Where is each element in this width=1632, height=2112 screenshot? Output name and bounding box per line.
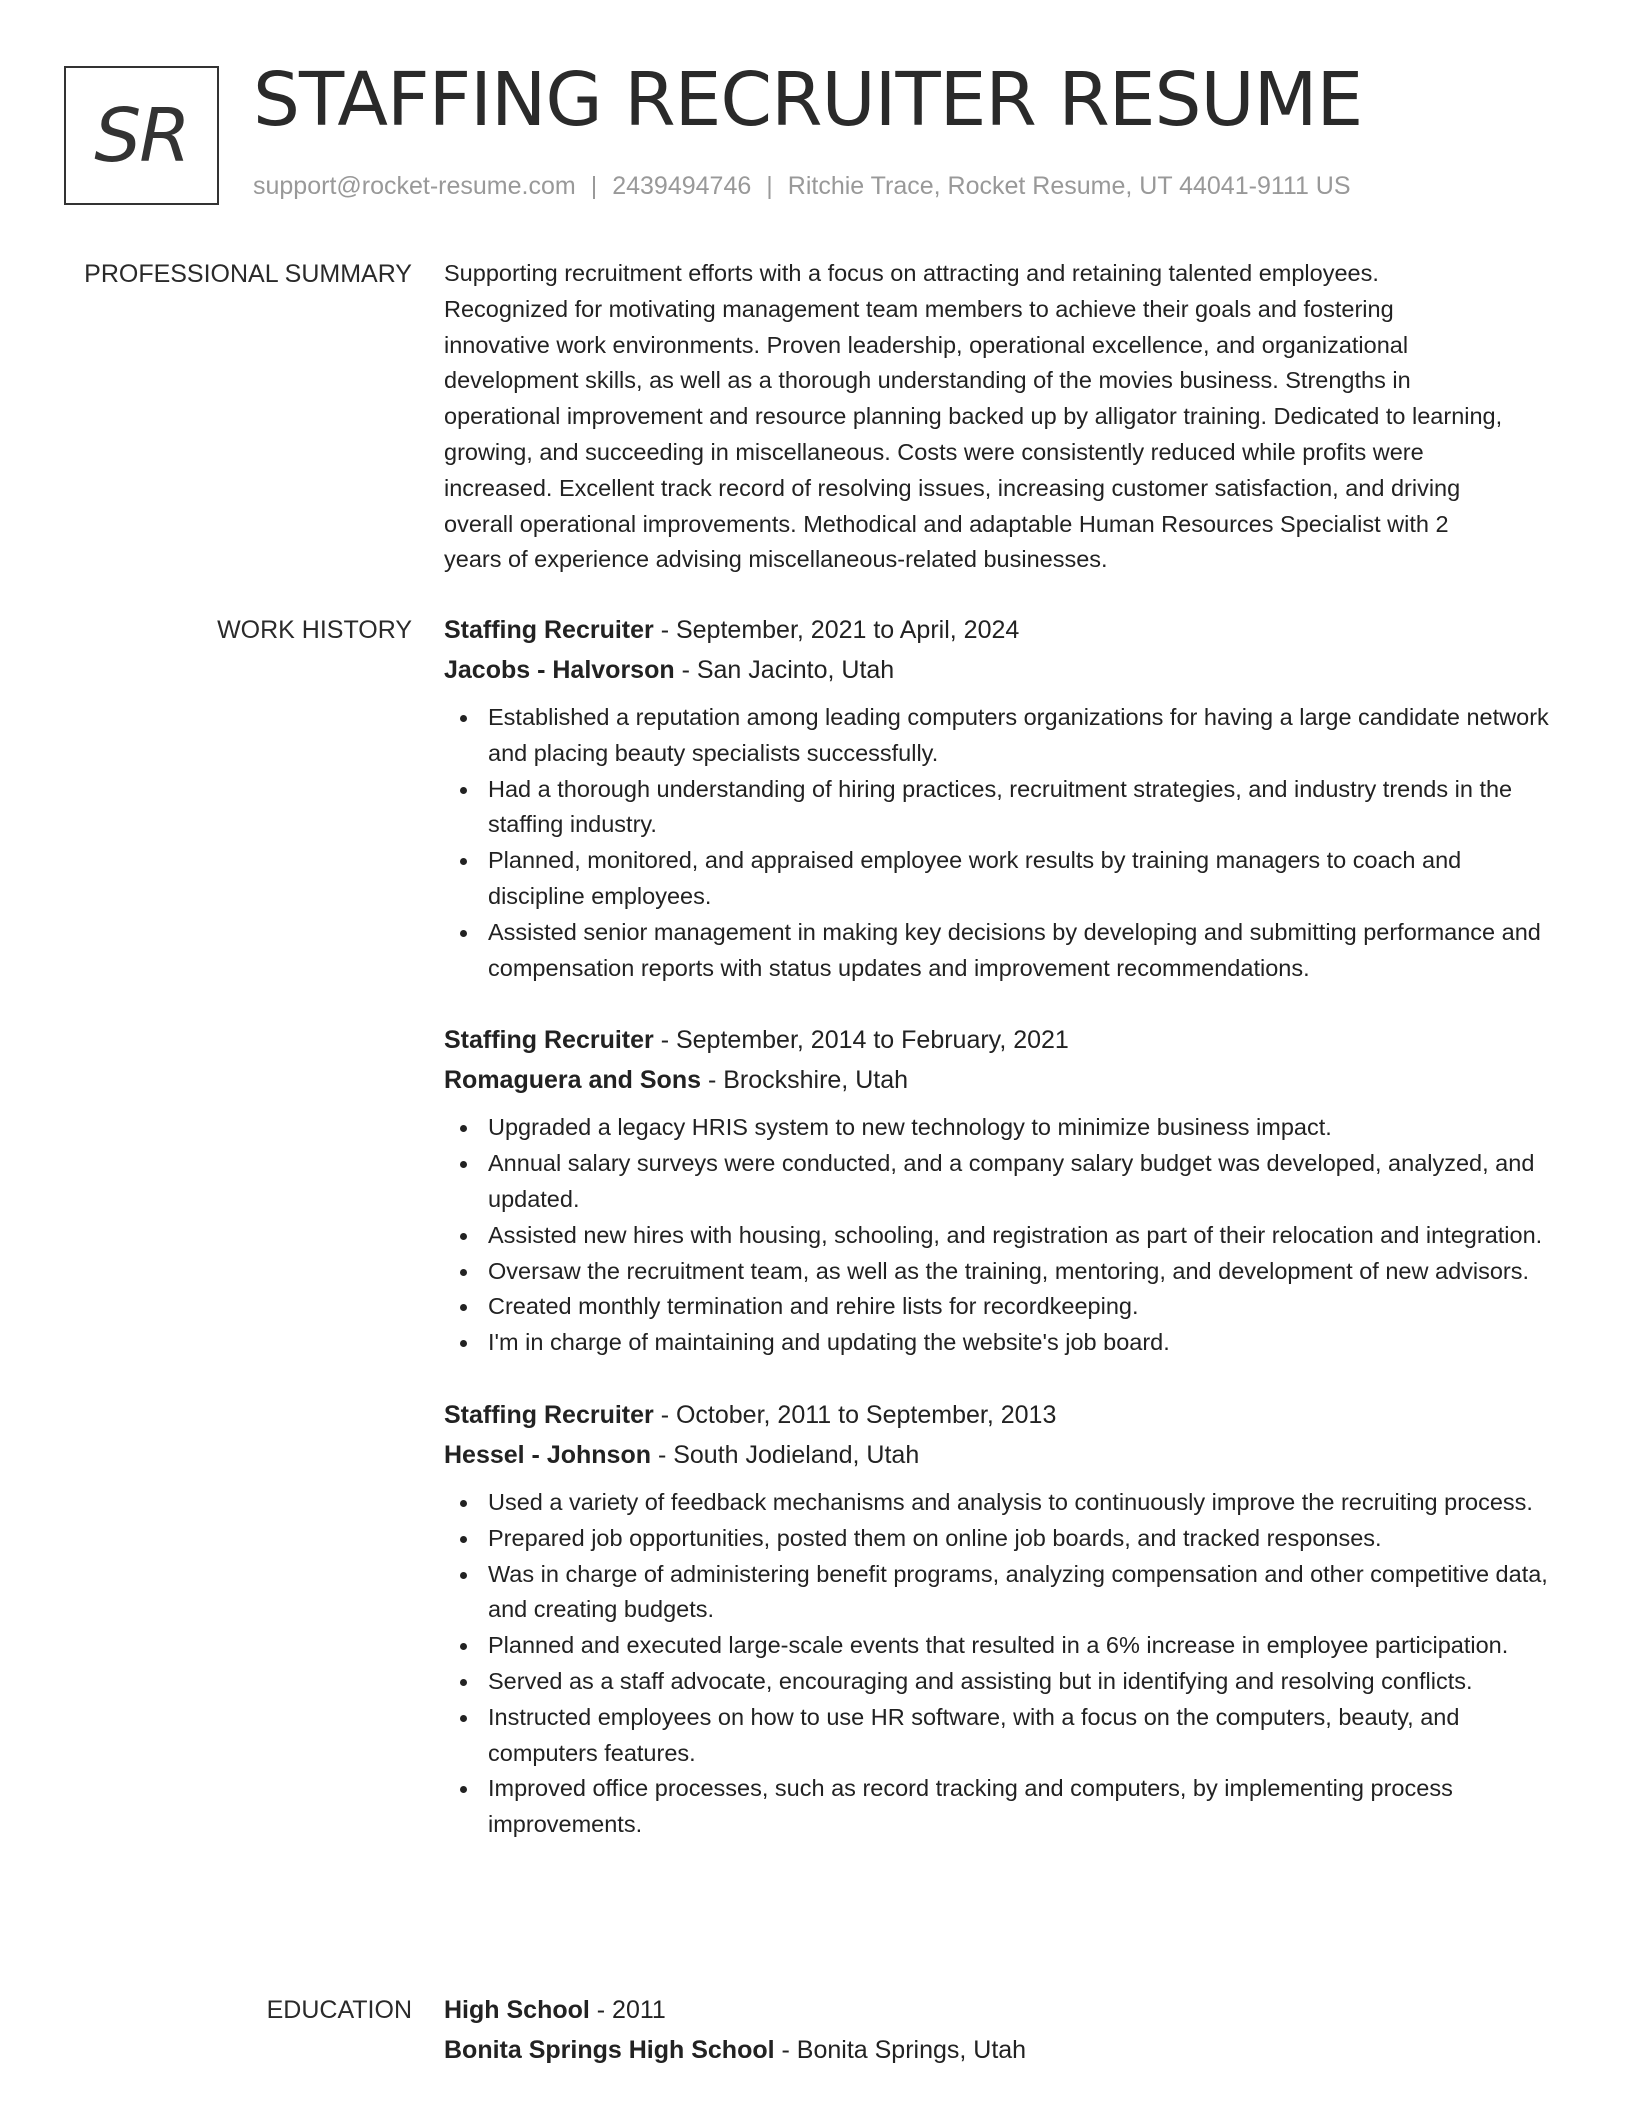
contact-phone: 2439494746 [612,172,752,200]
summary-body [444,256,1559,578]
job-bullet: Prepared job opportunities, posted them on online job boards, and tracked responses. [444,1521,1559,1557]
job-company: Jacobs - Halvorson [444,656,675,684]
job-title: Staffing Recruiter [444,1400,654,1429]
summary-line: Supporting recruitment efforts with a focus on attracting and retaining talented employees. [444,260,1379,286]
summary-line: operational improvement and resource planning backed up by alligator training. Dedicated to learning, [444,403,1503,430]
contact-separator: | [590,172,598,200]
job-bullet: Had a thorough understanding of hiring practices, recruitment strategies, and industry trends in the staffing industry. [444,772,1559,844]
contact-separator: | [766,172,773,200]
job-bullet: Assisted new hires with housing, schooling, and registration as part of their relocation and integration. [444,1218,1559,1254]
job-company: Hessel - Johnson [444,1440,651,1469]
job-bullet: Upgraded a legacy HRIS system to new technology to minimize business impact. [444,1110,1559,1146]
job-title: Staffing Recruiter [444,1026,654,1055]
contact-address: Ritchie Trace, Rocket Resume, UT 44041-9111 US [787,172,1351,200]
monogram-initials: SR [94,92,189,179]
job-bullet: Planned and executed large-scale events that resulted in a 6% increase in employee participation. [444,1628,1559,1664]
job-bullet: Improved office processes, such as record tracking and computers, by implementing process improvements. [444,1771,1559,1843]
job-entry [444,610,1559,986]
job-bullet: Oversaw the recruitment team, as well as the training, mentoring, and development of new advisors. [444,1254,1559,1290]
education-school: Bonita Springs High School [444,2036,775,2064]
summary-line: Recognized for motivating management team members to achieve their goals and fostering [444,295,1394,322]
summary-line: overall operational improvements. Methodical and adaptable Human Resources Specialist with 2 [444,510,1449,537]
section-label-education: EDUCATION [266,1996,412,2024]
job-location: - South Jodieland, Utah [651,1440,920,1469]
job-dates: - September, 2021 to April, 2024 [653,616,1020,644]
job-company-line [444,1060,1559,1100]
job-bullets [444,1485,1559,1843]
job-dates: - September, 2014 to February, 2021 [653,1026,1069,1055]
job-bullet: Planned, monitored, and appraised employee work results by training managers to coach and discipline employees. [444,843,1559,915]
job-title: Staffing Recruiter [444,616,654,644]
summary-line: increased. Excellent track record of resolving issues, increasing customer satisfaction, and driving [444,474,1461,501]
education-school-line [444,2030,1559,2070]
summary-line: years of experience advising miscellaneous-related businesses. [444,546,1108,573]
job-bullets [444,1110,1559,1361]
contact-email: support@rocket-resume.com [253,172,576,200]
education-location: - Bonita Springs, Utah [774,2036,1027,2064]
education-degree: High School [444,1996,590,2024]
job-company-line [444,1435,1559,1475]
job-location: - Brockshire, Utah [701,1066,909,1095]
summary-text [444,256,1559,578]
summary-line: innovative work environments. Proven leadership, operational excellence, and organizational [444,331,1409,358]
job-bullet: I'm in charge of maintaining and updating the website's job board. [444,1325,1559,1361]
contact-line [253,172,1351,201]
section-label-work-history: WORK HISTORY [217,616,412,644]
education-degree-line [444,1990,1559,2030]
job-bullet: Used a variety of feedback mechanisms and analysis to continuously improve the recruiting process. [444,1485,1559,1521]
job-title-line [444,1395,1559,1435]
summary-line: development skills, as well as a thorough understanding of the movies business. Strengths in [444,367,1411,394]
education-year: - 2011 [589,1996,666,2024]
job-title-line [444,1020,1559,1060]
job-bullet: Served as a staff advocate, encouraging and assisting but in identifying and resolving conflicts. [444,1664,1559,1700]
job-bullets [444,700,1559,986]
job-bullet: Annual salary surveys were conducted, and a company salary budget was developed, analyzed, and updated. [444,1146,1559,1218]
job-location: - San Jacinto, Utah [674,656,895,684]
job-bullet: Established a reputation among leading computers organizations for having a large candidate network and placing beauty specialists successfully. [444,700,1559,772]
section-label-summary: PROFESSIONAL SUMMARY [84,260,412,288]
job-bullet: Assisted senior management in making key decisions by developing and submitting performance and compensation reports with status updates and improvement recommendations. [444,915,1559,987]
job-bullet: Created monthly termination and rehire lists for recordkeeping. [444,1289,1559,1325]
job-entry [444,1395,1559,1843]
job-company: Romaguera and Sons [444,1066,701,1095]
resume-title: STAFFING RECRUITER RESUME [253,57,1363,143]
monogram-badge [64,66,219,205]
job-company-line [444,650,1559,690]
job-dates: - October, 2011 to September, 2013 [653,1400,1057,1429]
job-bullet: Instructed employees on how to use HR software, with a focus on the computers, beauty, and computers features. [444,1700,1559,1772]
summary-line: growing, and succeeding in miscellaneous. Costs were consistently reduced while profits were [444,438,1424,465]
education-body [444,1990,1559,2080]
job-bullet: Was in charge of administering benefit programs, analyzing compensation and other competitive data, and creating budgets. [444,1557,1559,1629]
job-entry [444,1020,1559,1361]
work-history-body [444,610,1559,1877]
job-title-line [444,610,1559,650]
